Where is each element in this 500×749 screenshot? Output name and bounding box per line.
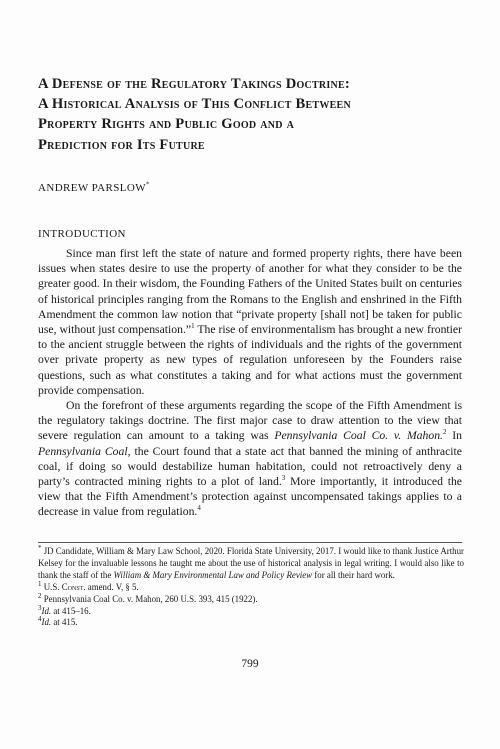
- footnote-1-const: Const.: [61, 581, 86, 592]
- paragraph-2-text-a: On the forefront of these arguments regarding the scope of the Fifth Amendment is the regulatory takings doctrine. The first major case to draw attention to the view that severe regulation can amount to a taking was: [38, 399, 462, 443]
- footnote-1-mark: 1: [38, 579, 42, 588]
- article-body: [38, 246, 462, 520]
- footnote-ref-1: 1: [191, 322, 195, 331]
- footnote-2-mark: 2: [38, 591, 42, 600]
- author-byline: [38, 182, 150, 194]
- title-line-2: A Historical Analysis of This Conflict Between: [38, 96, 351, 113]
- paragraph-2-text-b: In: [446, 429, 462, 443]
- case-name-2: Pennsylvania Coal: [38, 444, 128, 458]
- article-title: [38, 74, 468, 155]
- footnote-3: [38, 603, 464, 618]
- footnote-4-text: at 415.: [51, 617, 78, 628]
- footnote-ref-2: 2: [442, 428, 447, 437]
- footnote-2-text: Pennsylvania Coal Co. v. Mahon, 260 U.S. 393, 415 (1922).: [41, 593, 258, 604]
- footnote-4-mark: 4: [38, 615, 42, 624]
- footnote-ref-3: 3: [281, 474, 286, 483]
- case-name-1: Pennsylvania Coal Co. v. Mahon.: [274, 429, 443, 443]
- author-name: ANDREW PARSLOW: [38, 182, 146, 194]
- author-footnote-mark: *: [145, 180, 150, 189]
- footnote-1-text-b: amend. V, § 5.: [85, 581, 139, 592]
- paragraph-1-text-b: The rise of environmentalism has brought a new frontier to the ancient struggle between the rights of individuals and the rights of the government over private property as new types of regulation unforeseen by the Founders raise questions, such as what constitutes a taking and for what actions must the government provide compensation.: [38, 323, 463, 397]
- page-number: 799: [241, 658, 259, 670]
- journal-name: William & Mary Environmental Law and Policy Review: [113, 569, 313, 580]
- title-line-3: Property Rights and Public Good and a: [38, 116, 295, 133]
- footnote-star-mark: *: [38, 544, 42, 553]
- footnote-3-text: at 415–16.: [51, 605, 91, 616]
- title-line-1: A Defense of the Regulatory Takings Doctrine:: [38, 76, 351, 92]
- footnote-1: [38, 579, 464, 594]
- footnote-1-text-a: U.S.: [41, 581, 62, 592]
- paragraph-2-text-c: , the Court found that a state act that banned the mining of anthracite coal, if doing so would destabilize human habitation, could not retroactively deny a party’s contracted mining rights to a plot of land.: [38, 444, 462, 489]
- section-heading: INTRODUCTION: [38, 228, 126, 240]
- footnotes: [38, 546, 464, 629]
- paragraph-1: [38, 246, 462, 398]
- title-line-4: Prediction for Its Future: [38, 136, 205, 153]
- paragraph-2: [38, 398, 462, 520]
- footnote-2: [38, 591, 464, 606]
- footnote-4-id: Id.: [41, 617, 52, 628]
- paragraph-1-text-a: Since man first left the state of nature and formed property rights, there have been issues when states desire to use the property of another for what they consider to be the greater good. In their wisdom, the Founding Fathers of the United States built on centuries of historical principles ranging from the Romans to the English and enshrined in the Fifth Amendment the common law notion that “private property [shall not] be taken for public use, without just compensation.”: [38, 247, 462, 337]
- footnote-3-mark: 3: [38, 603, 42, 612]
- footnote-star-text-b: for all their hard work.: [312, 569, 395, 580]
- footnote-star-text-a: JD Candidate, William & Mary Law School, 2020. Florida State University, 2017. I would like to thank Justice Arthur Kelsey for the invaluable lessons he taught me about the use of historical analysis in legal writing. I would also like to thank the staff of the: [38, 546, 464, 580]
- footnote-4: [38, 617, 464, 629]
- paragraph-2-text-d: More importantly, it introduced the view that the Fifth Amendment’s protection against uncompensated takings applies to a decrease in value from regulation.: [38, 475, 462, 519]
- footnote-3-id: Id.: [41, 605, 52, 616]
- footnote-ref-4: 4: [197, 504, 201, 513]
- footnote-divider: [38, 542, 462, 543]
- footnote-star: [38, 546, 464, 582]
